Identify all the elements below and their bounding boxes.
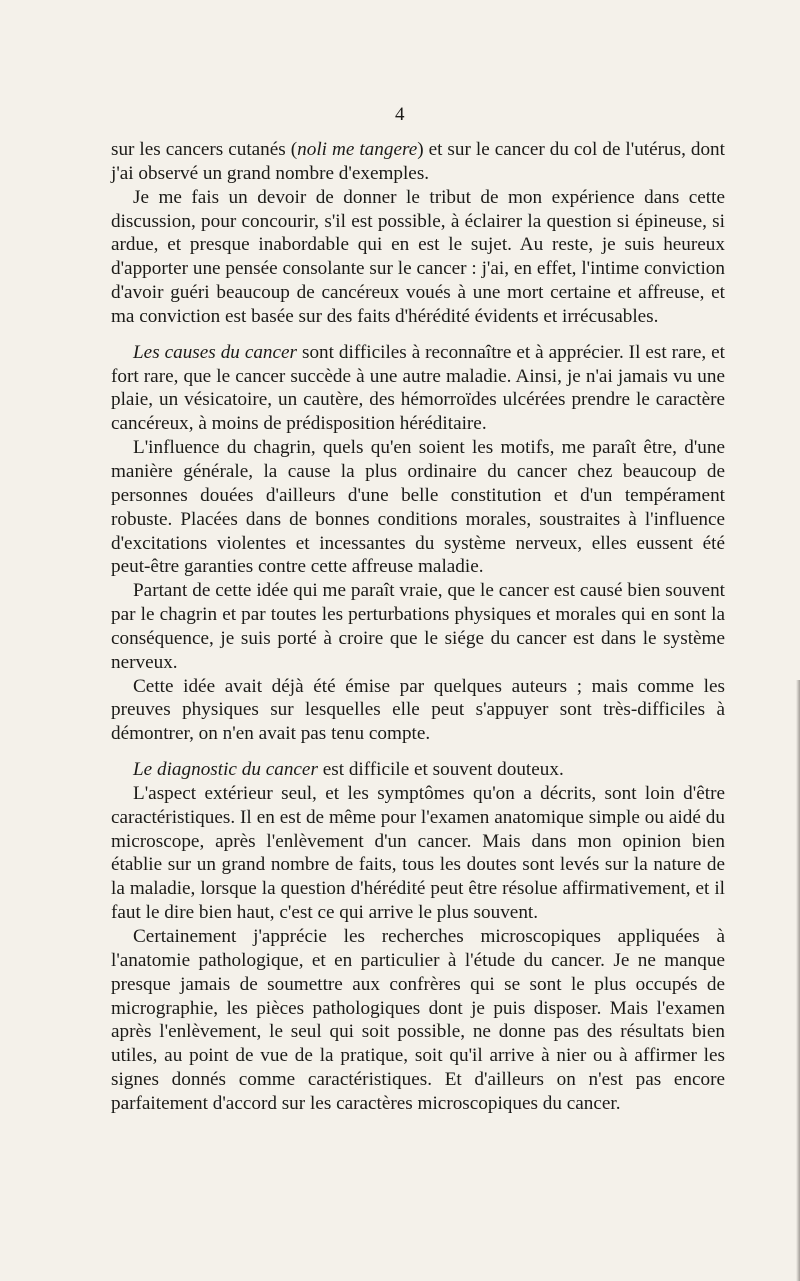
- paragraph-text: Partant de cette idée qui me paraît vraie, que le cancer est causé bien souvent par le chagrin et par toutes les perturbations physiques et morales qui en sont la conséquence, je suis porté à croire que le siége du cancer est dans le système nerveux.: [111, 580, 725, 673]
- paragraph-diagnostic: [111, 758, 725, 782]
- paragraph-text: Certainement j'apprécie les recherches microscopiques appliquées à l'anatomie pathologique, et en particulier à l'étude du cancer. Je ne manque presque jamais de soumettre aux confrères qui se sont le plus occupés de micrographie, les pièces pathologiques dont je puis disposer. Mais l'examen après l'enlèvement, le seul qui soit possible, ne donne pas des résultats bien utiles, au point de vue de la pratique, soit qu'il arrive à nier ou à affirmer les signes donnés comme caractéristiques. Et d'ailleurs on n'est pas encore parfaitement d'accord sur les caractères microscopiques du cancer.: [111, 926, 725, 1114]
- paragraph-text: sont difficiles à reconnaître et à apprécier. Il est rare, et fort rare, que le cancer succède à une autre maladie. Ainsi, je n'ai jamais vu une plaie, un vésicatoire, un cautère, des hémorroïdes ulcérées prendre le caractère cancéreux, à moins de prédisposition héréditaire.: [111, 341, 725, 435]
- paragraph-text: ) et sur le cancer du col de l'utérus, dont j'ai observé un grand nombre d'exemples.: [111, 139, 725, 184]
- page-edge-shadow: [796, 680, 800, 1281]
- body-text: [111, 138, 725, 1116]
- paragraph-causes: [111, 341, 725, 436]
- paragraph-intro-cancers-cutanes: [111, 138, 725, 186]
- paragraph-text: est difficile et souvent douteux.: [317, 759, 564, 781]
- paragraph-text: L'aspect extérieur seul, et les symptômes qu'on a décrits, sont loin d'être caractéristiques. Il en est de même pour l'examen anatomique simple ou aidé du microscope, après l'enlèvement d'un cancer. Mais dans mon opinion bien établie sur un grand nombre de faits, tous les doutes sont levés sur la nature de la maladie, lorsque la question d'hérédité peut être résolue affirmativement, et il faut le dire bien haut, c'est ce qui arrive le plus souvent.: [111, 782, 725, 924]
- paragraph-text: Je me fais un devoir de donner le tribut de mon expérience dans cette discussion, pour concourir, s'il est possible, à éclairer la question si épineuse, si ardue, et presque inabordable qui en est le sujet. Au reste, je suis heureux d'apporter une pensée consolante sur le cancer : j'ai, en effet, l'intime conviction d'avoir guéri beaucoup de cancéreux voués à une mort certaine et affreuse, et ma conviction est basée sur des faits d'hérédité évidents et irrécusables.: [111, 186, 725, 327]
- paragraph-aspect-exterieur: [111, 782, 725, 925]
- latin-term: noli me tangere: [297, 139, 418, 160]
- paragraph-chagrin: [111, 436, 725, 579]
- section-heading-causes: Les causes du cancer: [133, 341, 298, 363]
- paragraph-microscopiques: [111, 925, 725, 1116]
- paragraph-text: Cette idée avait déjà été émise par quelques auteurs ; mais comme les preuves physiques sur lesquelles elle peut s'appuyer sont très-difficiles à démontrer, on n'en avait pas tenu compte.: [111, 675, 725, 745]
- paragraph-devoir: [111, 186, 725, 329]
- paragraph-auteurs: [111, 675, 725, 747]
- section-heading-diagnostic: Le diagnostic du cancer: [133, 759, 318, 781]
- paragraph-text: L'influence du chagrin, quels qu'en soient les motifs, me paraît être, d'une manière générale, la cause la plus ordinaire du cancer chez beaucoup de personnes douées d'ailleurs d'une belle constitution et d'un tempérament robuste. Placées dans de bonnes conditions morales, soustraites à l'influence d'excitations violentes et incessantes du système nerveux, elles eussent été peut-être garanties contre cette affreuse maladie.: [111, 437, 725, 578]
- page-number: 4: [395, 104, 405, 125]
- paragraph-systeme-nerveux: [111, 579, 725, 674]
- paragraph-text: sur les cancers cutanés (: [111, 139, 298, 160]
